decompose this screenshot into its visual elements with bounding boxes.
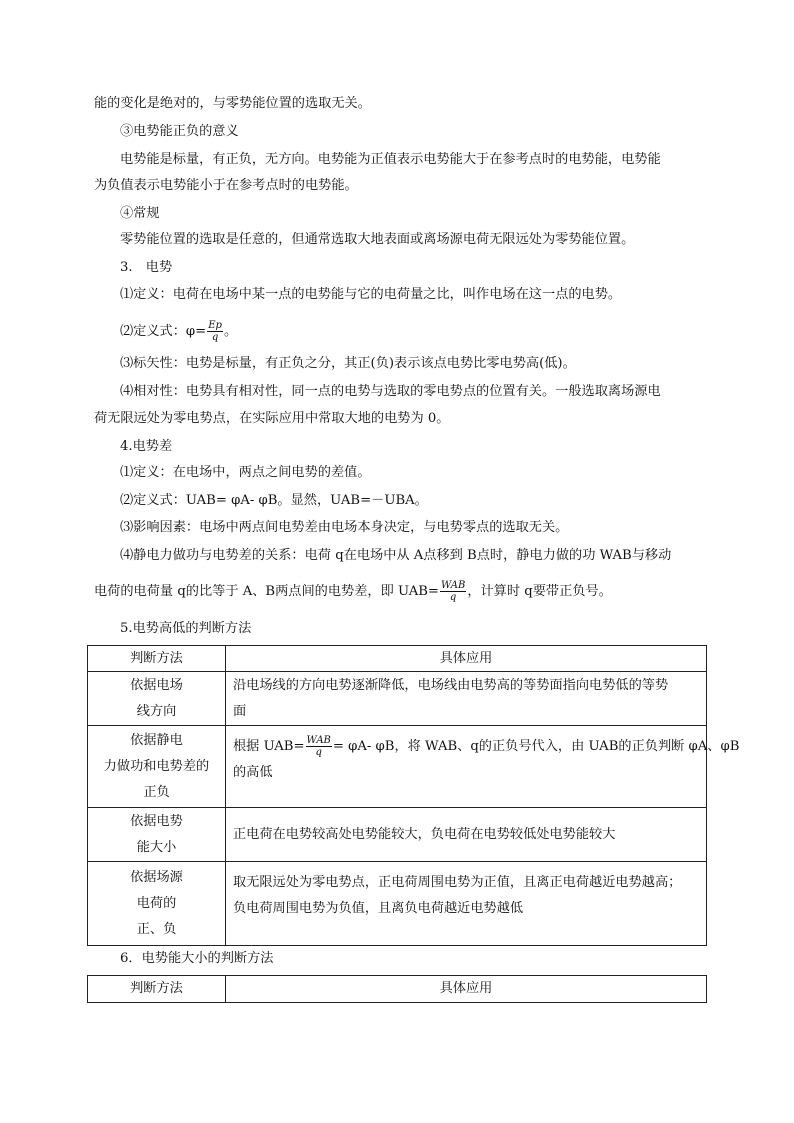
cell-line: 依据场源	[130, 869, 183, 885]
table-header-row	[88, 646, 707, 672]
para-line: ⑵定义式：UAB= φA- φB。显然，UAB=－UBA。	[120, 493, 428, 508]
fraction	[440, 580, 466, 603]
formula-suffix: = φA- φB，将 WAB、q的正负号代入，由 UAB的正负判断 φA、φB	[332, 739, 740, 754]
cell-line: 正负	[143, 784, 170, 800]
cell-line: 能大小	[136, 839, 177, 855]
cell-line: 力做功和电势差的	[103, 758, 210, 774]
section-heading: 3. 电势	[120, 260, 173, 275]
fraction-numerator: WAB	[440, 580, 466, 591]
para-line: 为负值表示电势能小于在参考点时的电势能。	[94, 178, 358, 193]
cell-line: 电荷的	[136, 895, 177, 911]
cell-line	[233, 734, 740, 760]
fraction-denominator: q	[211, 332, 219, 343]
para-line: ⑷静电力做功与电势差的关系：电荷 q在电场中从 A点移到 B点时，静电力做的功 WAB与移动	[120, 548, 672, 563]
formula-suffix: ，计算时 q要带正负号。	[467, 584, 612, 599]
cell-line: 负电荷周围电势为负值，且离负电荷越近电势越低	[233, 901, 524, 916]
section-heading: 5.电势高低的判断方法	[120, 621, 252, 636]
table-row	[88, 808, 707, 862]
formula-prefix: 根据 UAB=	[233, 739, 305, 754]
table-cell-application	[226, 726, 740, 808]
formula-prefix: ⑵定义式：φ=	[120, 324, 207, 339]
formula-line	[94, 580, 612, 603]
potential-judgment-table	[87, 645, 740, 946]
table-header-row	[88, 976, 707, 1003]
table-cell-method	[88, 862, 226, 946]
subheading: ④常规	[120, 206, 160, 221]
cell-line: 面	[233, 703, 247, 719]
para-line: ⑶标矢性：电势是标量，有正负之分，其正(负)表示该点电势比零电势高(低)。	[120, 356, 576, 371]
para-line: 零势能位置的选取是任意的，但通常选取大地表面或离场源电荷无限远处为零势能位置。	[120, 232, 635, 247]
subheading: ③电势能正负的意义	[120, 124, 239, 139]
fraction-numerator: WAB	[306, 735, 331, 746]
para-line: 荷无限远处为零电势点，在实际应用中常取大地的电势为 0。	[94, 411, 450, 426]
formula-line	[120, 320, 237, 343]
table-header-cell: 判断方法	[88, 646, 226, 672]
table-row	[88, 726, 707, 808]
cell-line: 取无限远处为零电势点，正电荷周围电势为正值，且离正电荷越近电势越高；	[233, 875, 682, 890]
cell-line: 的高低	[233, 765, 273, 780]
fraction-denominator: q	[449, 592, 457, 603]
formula-prefix: 电荷的电荷量 q的比等于 A、B两点间的电势差，即 UAB=	[94, 584, 439, 599]
cell-line: 沿电场线的方向电势逐渐降低，电场线由电势高的等势面指向电势低的等势	[233, 677, 669, 693]
cell-line: 正、负	[136, 921, 177, 937]
cell-line: 线方向	[136, 703, 177, 719]
table-cell-application: 正电荷在电势较高处电势能较大，负电荷在电势较低处电势能较大	[226, 808, 707, 862]
para-line: 电势能是标量，有正负，无方向。电势能为正值表示电势能大于在参考点时的电势能，电势能	[120, 152, 661, 167]
section-heading: 4.电势差	[120, 439, 173, 454]
table-header-cell: 具体应用	[226, 976, 707, 1003]
cell-line: 依据电势	[130, 813, 183, 829]
formula-suffix: 。	[223, 324, 238, 339]
fraction	[207, 320, 223, 343]
table-row	[88, 672, 707, 726]
para-line: 能的变化是绝对的，与零势能位置的选取无关。	[94, 96, 371, 111]
section-heading: 6．电势能大小的判断方法	[120, 951, 274, 966]
fraction-denominator: q	[315, 747, 322, 758]
para-line: ⑷相对性：电势具有相对性，同一点的电势与选取的零电势点的位置有关。一般选取离场源电	[120, 384, 661, 399]
para-line: ⑶影响因素：电场中两点间电势差由电场本身决定，与电势零点的选取无关。	[120, 520, 569, 535]
para-line: ⑴定义：电荷在电场中某一点的电势能与它的电荷量之比，叫作电场在这一点的电势。	[120, 287, 622, 302]
fraction	[306, 735, 332, 758]
table-row	[88, 862, 707, 946]
para-line: ⑴定义：在电场中，两点之间电势的差值。	[120, 465, 371, 480]
table-cell-application	[226, 862, 707, 946]
table-cell-method	[88, 808, 226, 862]
cell-line: 依据静电	[130, 732, 183, 748]
table-cell-application	[226, 672, 707, 726]
table-header-cell: 具体应用	[226, 646, 707, 672]
cell-line: 依据电场	[130, 677, 183, 693]
table-cell-method	[88, 726, 226, 808]
potential-energy-judgment-table	[87, 975, 707, 1003]
fraction-numerator: Ep	[208, 320, 222, 331]
table-cell-method	[88, 672, 226, 726]
table-header-cell: 判断方法	[88, 976, 226, 1003]
